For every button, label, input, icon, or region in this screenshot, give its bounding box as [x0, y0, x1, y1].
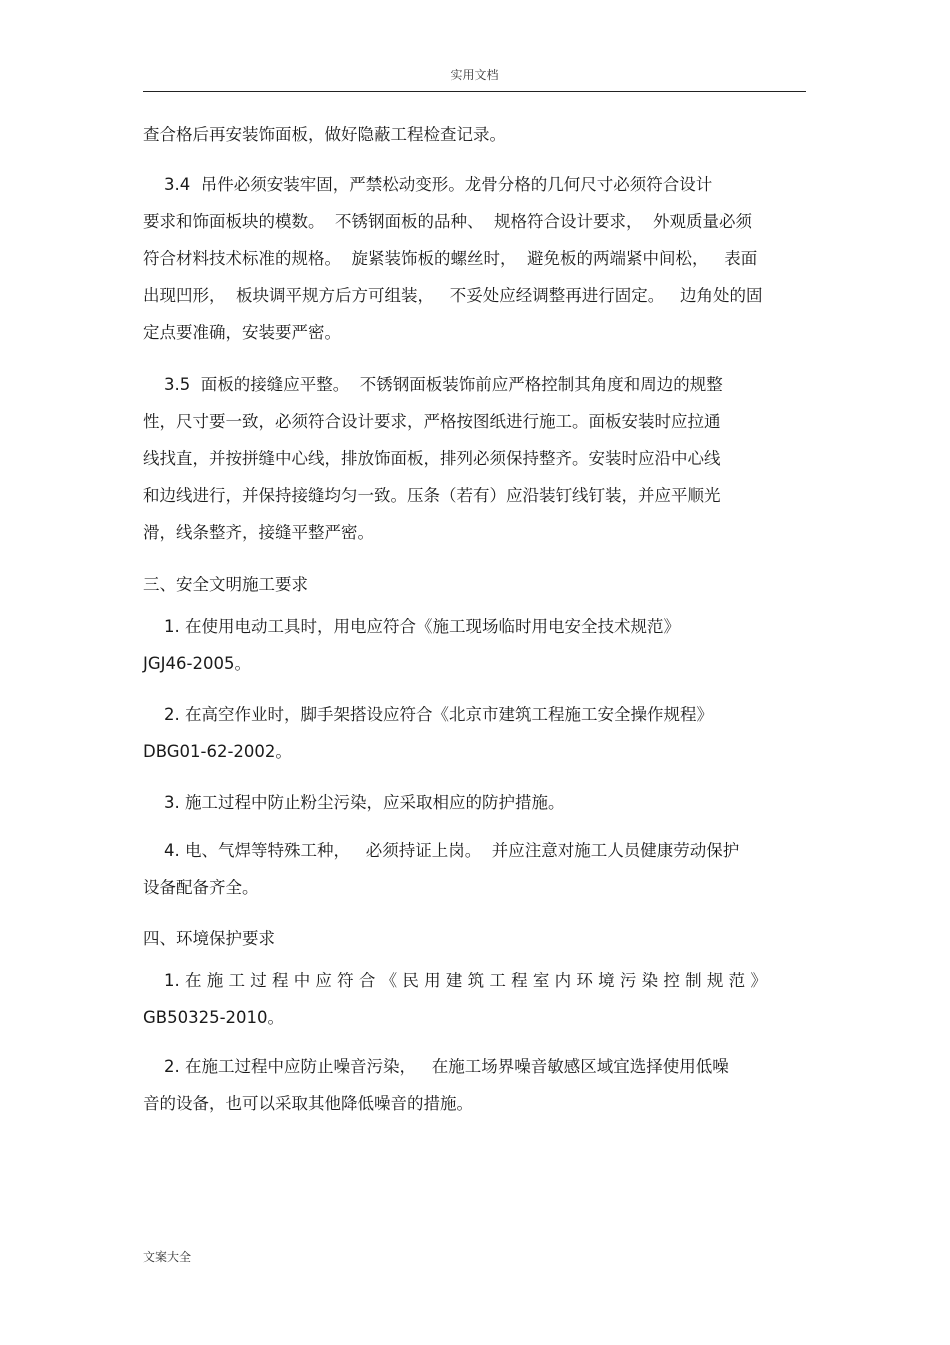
text-line: 2. 在施工过程中应防止噪音污染， 在施工场界噪音敏感区域宜选择使用低噪: [143, 1057, 729, 1076]
text-line: DBG01-62-2002。: [143, 742, 292, 761]
text-line: 符合材料技术标准的规格。 旋紧装饰板的螺丝时， 避免板的两端紧中间松， 表面: [143, 249, 758, 268]
page-footer: 文案大全: [143, 1250, 192, 1264]
text-line: 线找直，并按拼缝中心线，排放饰面板，排列必须保持整齐。安装时应沿中心线: [143, 449, 721, 468]
paragraph-intro: [143, 116, 806, 153]
text-line: 要求和饰面板块的模数。 不锈钢面板的品种、 规格符合设计要求， 外观质量必须: [143, 212, 752, 231]
text-line: 和边线进行，并保持接缝均匀一致。压条（若有）应沿装钉线钉装，并应平顺光: [143, 486, 721, 505]
text-line: 1. 在使用电动工具时，用电应符合《施工现场临时用电安全技术规范》: [143, 617, 680, 636]
text-line: 3.5 面板的接缝应平整。 不锈钢面板装饰前应严格控制其角度和周边的规整: [143, 375, 723, 394]
section-4-item-1: [143, 962, 806, 1036]
paragraph-3-4: [143, 166, 806, 351]
section-3-item-1: [143, 608, 806, 682]
text-line: 滑，线条整齐，接缝平整严密。: [143, 523, 374, 542]
header-divider: [143, 91, 806, 92]
text-line: 查合格后再安装饰面板，做好隐蔽工程检查记录。: [143, 125, 506, 144]
section-3-heading: 三、安全文明施工要求: [143, 575, 308, 594]
text-line: 3. 施工过程中防止粉尘污染，应采取相应的防护措施。: [143, 793, 565, 812]
section-3-item-3: [143, 784, 806, 821]
text-line: 设备配备齐全。: [143, 878, 259, 897]
section-4-item-2: [143, 1048, 806, 1122]
text-line: 4. 电、气焊等特殊工种， 必须持证上岗。 并应注意对施工人员健康劳动保护: [143, 841, 740, 860]
text-line: 定点要准确，安装要严密。: [143, 323, 341, 342]
text-line: JGJ46-2005。: [143, 654, 251, 673]
text-line: 音的设备，也可以采取其他降低噪音的措施。: [143, 1094, 473, 1113]
text-line: 1. 在 施 工 过 程 中 应 符 合 《 民 用 建 筑 工 程 室 内 环 境 污 染 控 制 规 范 》: [143, 971, 767, 990]
page-header: 实用文档: [450, 68, 499, 82]
text-line: 3.4 吊件必须安装牢固，严禁松动变形。龙骨分格的几何尺寸必须符合设计: [143, 175, 713, 194]
text-line: 2. 在高空作业时，脚手架搭设应符合《北京市建筑工程施工安全操作规程》: [143, 705, 713, 724]
text-line: 性，尺寸要一致，必须符合设计要求，严格按图纸进行施工。面板安装时应拉通: [143, 412, 721, 431]
section-3-item-2: [143, 696, 806, 770]
text-line: 出现凹形， 板块调平规方后方可组装， 不妥处应经调整再进行固定。 边角处的固: [143, 286, 763, 305]
section-3-item-4: [143, 832, 806, 906]
section-4-heading: 四、环境保护要求: [143, 929, 275, 948]
text-line: GB50325-2010。: [143, 1008, 285, 1027]
paragraph-3-5: [143, 366, 806, 551]
